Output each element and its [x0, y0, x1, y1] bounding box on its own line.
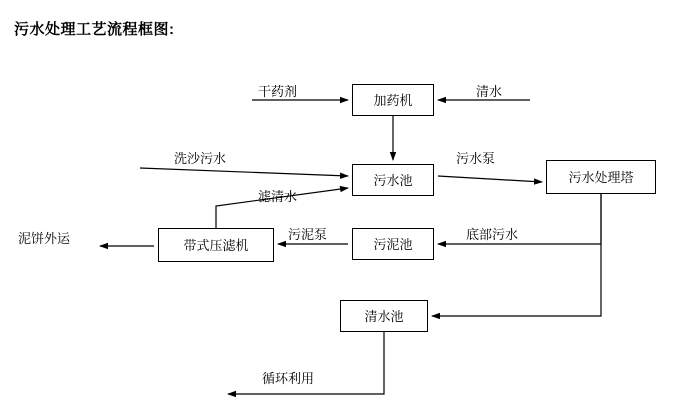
edge-label-bottom-sewage: 底部污水: [466, 227, 519, 242]
edge-label-clean-water-in: 清水: [476, 84, 503, 99]
node-sewage-pool[interactable]: [352, 164, 434, 196]
node-clean-water-pool[interactable]: [340, 300, 428, 332]
node-label: 污水处理塔: [568, 169, 634, 185]
edge-label-recycle-use: 循环利用: [262, 371, 315, 386]
node-label: 污水池: [373, 172, 413, 188]
edge-label-sludge-pump: 污泥泵: [288, 227, 328, 242]
node-sewage-treatment-tower[interactable]: [546, 160, 656, 194]
node-label: 污泥池: [373, 236, 413, 252]
edge-label-sewage-pump: 污水泵: [456, 151, 496, 166]
edge-label-sand-washing-sewage: 洗沙污水: [174, 151, 227, 166]
node-label: 加药机: [373, 92, 413, 108]
page-title: 污水处理工艺流程框图:: [14, 21, 175, 38]
edge-label-mud-cake-out: 泥饼外运: [18, 231, 71, 246]
node-label: 带式压滤机: [183, 237, 249, 253]
node-sludge-pool[interactable]: [352, 228, 434, 260]
edge-label-filtrate-clear-water: 滤清水: [258, 189, 298, 204]
node-belt-filter-press[interactable]: [158, 228, 274, 262]
edge-label-dry-chemical: 干药剂: [258, 84, 298, 99]
node-dosing-machine[interactable]: [352, 84, 434, 116]
node-label: 清水池: [364, 308, 404, 324]
